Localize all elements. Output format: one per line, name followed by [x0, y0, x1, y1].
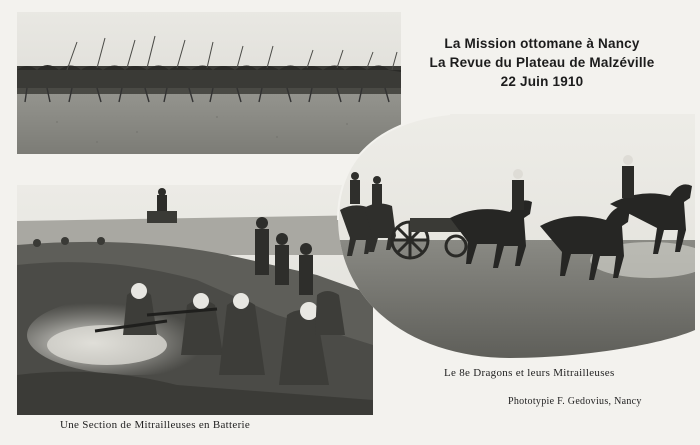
title-line-revue: La Revue du Plateau de Malzéville — [429, 55, 655, 70]
postcard-title — [392, 34, 692, 91]
photo-dragoons-wagon — [330, 100, 695, 362]
caption-machine-gun-section: Une Section de Mitrailleuses en Batterie — [60, 419, 251, 431]
caption-publisher: Phototypie F. Gedovius, Nancy — [508, 396, 642, 407]
caption-dragoons: Le 8e Dragons et leurs Mitrailleuses — [444, 367, 615, 379]
title-line-date: 22 Juin 1910 — [500, 74, 584, 89]
photo-machine-gun-section — [17, 185, 373, 415]
title-line-mission: La Mission ottomane à Nancy — [444, 36, 640, 51]
